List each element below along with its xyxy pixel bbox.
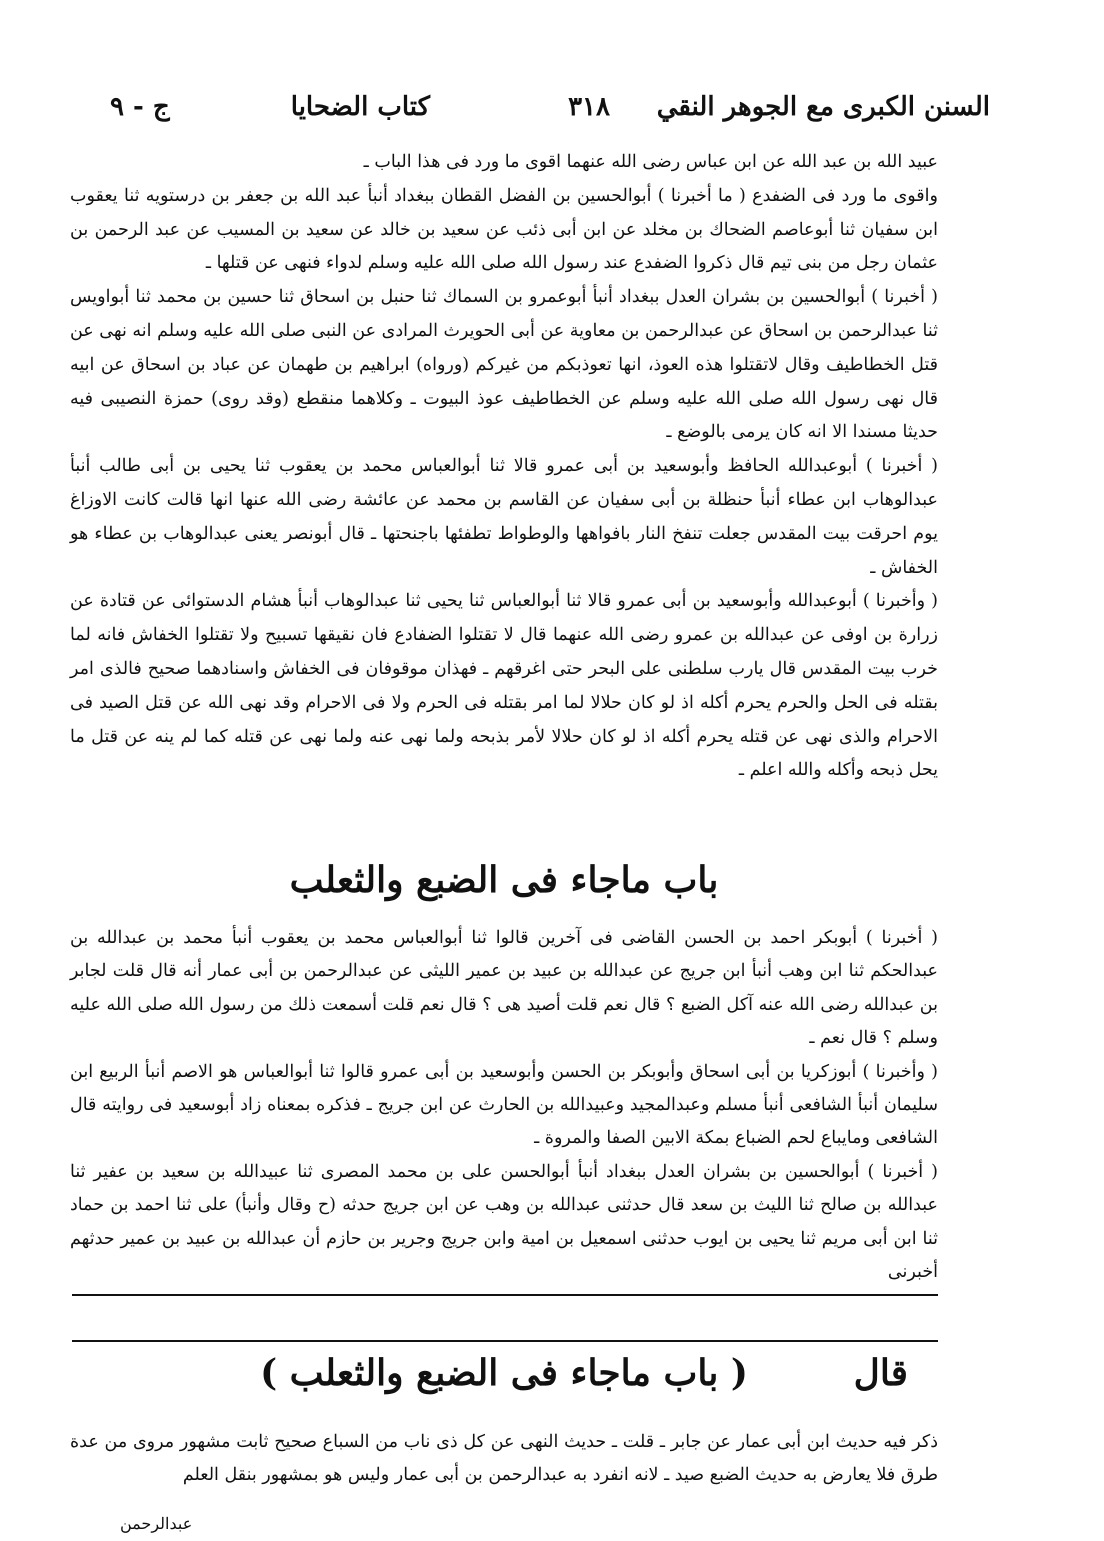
- chapter-heading: باب ماجاء فى الضبع والثعلب: [289, 859, 719, 901]
- header-volume: ج - ٩: [110, 92, 170, 122]
- paragraph: ( وأخبرنا ) أبوزكريا بن أبى اسحاق وأبوبكر بن الحسن وأبوسعيد بن أبى عمرو قالوا ثنا أبوالعباس هو الاصم أنبأ الربيع ابن سليمان أنبأ الشافعى أنبأ مسلم وعبدالمجيد وعبيدالله بن الحارث عن ابن جريج ـ فذكره بمعناه زاد أبوسعيد فى روايته قال الشافعى ومايباع لحم الضباع بمكة الابين الصفا والمروة ـ: [70, 1061, 938, 1149]
- main-text-block: [70, 146, 938, 788]
- header-page-number: ٣١٨: [568, 92, 610, 122]
- paragraph: ذكر فيه حديث ابن أبى عمار عن جابر ـ قلت ـ حديث النهى عن كل ذى ناب من السباع صحيح ثابت مشهور مروى من عدة طرق فلا يعارض به حديث الضبع صيد ـ لانه انفرد به عبدالرحمن بن أبى عمار وليس هو بمشهور بنقل العلم: [70, 1432, 938, 1485]
- paragraph: ( أخبرنا ) أبوالحسين بن بشران العدل ببغداد أنبأ أبوعمرو بن السماك ثنا حنبل بن اسحاق ثنا حسين بن محمد ثنا أبواويس ثنا عبدالرحمن بن اسحاق عن عبدالرحمن بن معاوية عن أبى الحويرث المرادى عن النبى صلى الله عليه وسلم انه نهى عن قتل الخطاطيف وقال لاتقتلوا هذه العوذ، انها تعوذبكم من غيركم (ورواه) ابراهيم بن طهمان عن عباد بن اسحاق عن ابيه قال نهى رسول الله صلى الله عليه وسلم عن الخطاطيف عوذ البيوت ـ وكلاهما منقطع (وقد روى) حمزة النصيبى فيه حديثا مسندا الا انه كان يرمى بالوضع ـ: [69, 287, 938, 443]
- catchword: عبدالرحمن: [120, 1514, 193, 1533]
- main-text-block-2: [70, 922, 938, 1289]
- paragraph: ( أخبرنا ) أبوعبدالله الحافظ وأبوسعيد بن أبى عمرو قالا ثنا أبوالعباس محمد بن يعقوب ثنا يحيى بن أبى طالب أنبأ عبدالوهاب ابن عطاء أنبأ حنظلة بن أبى سفيان عن القاسم بن محمد عن عائشة رضى الله عنها انها قالت كانت الاوزاغ يوم احرقت بيت المقدس جعلت تنفخ النار بافواهها والوطواط تطفئها باجنحتها ـ قال أبونصر يعنى عبدالوهاب بن عطاء هو الخفاش ـ: [70, 456, 938, 578]
- commentary-title: ( باب ماجاء فى الضبع والثعلب ): [260, 1352, 748, 1394]
- commentary-text-block: [70, 1426, 938, 1492]
- paragraph: ( وأخبرنا ) أبوعبدالله وأبوسعيد بن أبى عمرو قالا ثنا أبوالعباس ثنا يحيى ثنا عبدالوهاب أنبأ هشام الدستوائى عن قتادة عن زرارة بن اوفى عن عبدالله بن عمرو رضى الله عنهما قال لا تقتلوا الضفادع فان نقيقها تسبيح ولا تقتلوا الخفاش فانه لما خرب بيت المقدس قال يارب سلطنى على البحر حتى اغرقهم ـ فهذان موقوفان فى الخفاش واسنادهما صحيح فالذى امر بقتله فى الحل والحرم يحرم أكله اذ لو كان حلالا لما امر بقتله فى الحرم ولا فى الاحرام وقد نهى الله عن قتل الصيد فى الاحرام والذى نهى عن قتله يحرم أكله اذ لو كان حلالا لأمر بذبحه ولما نهى عنه ولما نهى عن قتله كما لم ينه عن قتل ما يحل ذبحه وأكله والله اعلم ـ: [70, 591, 938, 781]
- header-chapter-title: كتاب الضحايا: [290, 92, 430, 122]
- paragraph: عبيد الله بن عبد الله عن ابن عباس رضى الله عنهما اقوى ما ورد فى هذا الباب ـ: [363, 152, 938, 172]
- running-header: [110, 92, 990, 136]
- paragraph: ( أخبرنا ) أبوالحسين بن بشران العدل ببغداد أنبأ أبوالحسن على بن محمد المصرى ثنا عبيدالله بن سعيد بن عفير ثنا عبدالله بن صالح ثنا الليث بن سعد قال حدثنى عبدالله بن وهب عن ابن جريج حدثه (ح وقال وأنبأ) على ثنا احمد بن حماد ثنا ابن أبى مريم ثنا يحيى بن ايوب حدثنى اسمعيل بن امية وابن جريج وجرير بن حازم أن عبدالله بن عبيد بن عمير حدثهم أخبرنى: [70, 1161, 938, 1283]
- paragraph: ( أخبرنا ) أبوبكر احمد بن الحسن القاضى فى آخرين قالوا ثنا أبوالعباس محمد بن يعقوب أنبأ محمد بن عبدالله بن عبدالحكم ثنا ابن وهب أنبأ ابن جريج عن عبدالله بن عبيد بن عمير الليثى عن عبدالرحمن بن أبى عمار أنه قال قلت لجابر بن عبدالله رضى الله عنه آكل الضبع ؟ قال نعم قلت أصيد هى ؟ قال نعم قلت أسمعت ذلك من رسول الله صلى الله عليه وسلم ؟ قال نعم ـ: [70, 928, 938, 1049]
- commentary-heading: [70, 1352, 938, 1412]
- divider-rule: [72, 1340, 938, 1342]
- divider-rule: [72, 1294, 938, 1296]
- header-book-title: السنن الكبرى مع الجوهر النقي: [656, 92, 990, 122]
- paragraph: واقوى ما ورد فى الضفدع ( ما أخبرنا ) أبوالحسين بن الفضل القطان ببغداد أنبأ عبد الله بن جعفر بن درستويه ثنا يعقوب ابن سفيان ثنا أبوعاصم الضحاك بن مخلد عن ابن أبى ذئب عن سعيد بن خالد عن سعيد بن المسيب عن عبد الرحمن بن عثمان رجل من بنى تيم قال ذكروا الضفدع عند رسول الله صلى الله عليه وسلم لدواء فنهى عن قتلها ـ: [70, 185, 938, 274]
- commentary-qala-label: قال: [853, 1352, 908, 1394]
